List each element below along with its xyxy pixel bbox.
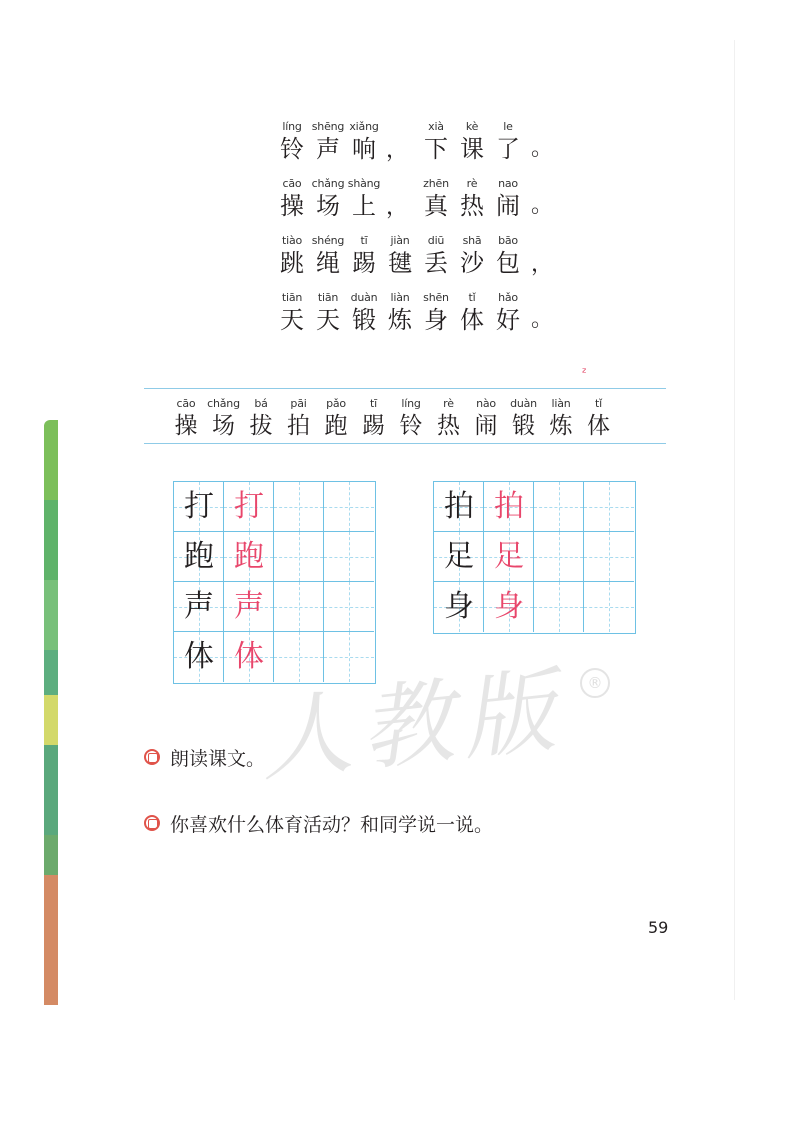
writing-cell bbox=[224, 632, 274, 682]
writing-cell bbox=[484, 532, 534, 582]
writing-cell bbox=[174, 632, 224, 682]
writing-cell[interactable] bbox=[584, 532, 634, 582]
trace-character: 体 bbox=[234, 639, 264, 674]
pinyin: liàn bbox=[390, 291, 410, 304]
hanzi: 声 bbox=[316, 135, 340, 163]
hanzi: 场 bbox=[316, 192, 340, 220]
hanzi: 真 bbox=[424, 192, 448, 220]
hanzi: 绳 bbox=[316, 249, 340, 277]
hanzi: 好 bbox=[496, 306, 520, 334]
model-character: 跑 bbox=[184, 539, 214, 574]
model-character: 声 bbox=[184, 589, 214, 624]
vocab-top-rule bbox=[144, 388, 666, 389]
writing-cell bbox=[174, 582, 224, 632]
pinyin: duàn bbox=[350, 291, 378, 304]
punctuation: ， bbox=[531, 252, 554, 277]
vocab-word bbox=[318, 397, 354, 441]
hanzi: 课 bbox=[460, 135, 484, 163]
hanzi: 丢 bbox=[424, 249, 448, 277]
pinyin: xià bbox=[428, 120, 444, 133]
poem-syllable bbox=[454, 120, 490, 164]
poem-syllable bbox=[346, 177, 382, 221]
vocab-pinyin: chǎng bbox=[207, 397, 240, 410]
vocab-word bbox=[356, 397, 392, 441]
vocab-pinyin: cāo bbox=[176, 397, 196, 410]
pinyin: hǎo bbox=[498, 291, 518, 304]
writing-cell[interactable] bbox=[324, 582, 374, 632]
decorative-side-strip bbox=[44, 420, 58, 1005]
vocab-word bbox=[581, 397, 617, 441]
writing-cell bbox=[174, 532, 224, 582]
pinyin: tiān bbox=[317, 291, 339, 304]
poem-syllable bbox=[274, 234, 310, 278]
vocab-word bbox=[168, 397, 204, 441]
poem-syllable bbox=[418, 291, 454, 335]
seal-icon bbox=[144, 749, 160, 765]
writing-cell[interactable] bbox=[274, 532, 324, 582]
writing-cell bbox=[224, 532, 274, 582]
model-character: 体 bbox=[184, 639, 214, 674]
vocab-hanzi: 锻 bbox=[512, 413, 535, 439]
vocab-word bbox=[543, 397, 579, 441]
writing-grid-right bbox=[433, 481, 636, 634]
vocab-word bbox=[281, 397, 317, 441]
pinyin: tǐ bbox=[468, 291, 476, 304]
page-number: 59 bbox=[648, 918, 669, 937]
pinyin: chǎng bbox=[311, 177, 345, 190]
vocab-word bbox=[468, 397, 504, 441]
writing-cell bbox=[434, 482, 484, 532]
writing-cell bbox=[174, 482, 224, 532]
vocab-word bbox=[206, 397, 242, 441]
vocab-pinyin: tǐ bbox=[595, 397, 602, 410]
pinyin: líng bbox=[282, 120, 302, 133]
hanzi: 毽 bbox=[388, 249, 412, 277]
writing-cell[interactable] bbox=[324, 532, 374, 582]
poem-syllable bbox=[346, 291, 382, 335]
pinyin: bāo bbox=[498, 234, 518, 247]
writing-cell[interactable] bbox=[584, 582, 634, 632]
pinyin: tiào bbox=[281, 234, 303, 247]
vocab-hanzi: 闹 bbox=[474, 413, 498, 439]
vocab-pinyin: líng bbox=[401, 397, 421, 410]
vocab-pinyin: pǎo bbox=[326, 397, 346, 410]
hanzi: 闹 bbox=[496, 192, 520, 220]
punctuation: ， bbox=[386, 195, 409, 220]
model-character: 打 bbox=[184, 489, 214, 524]
writing-cell bbox=[484, 582, 534, 632]
writing-cell[interactable] bbox=[274, 482, 324, 532]
trace-character: 足 bbox=[494, 539, 524, 574]
pinyin: zhēn bbox=[423, 177, 449, 190]
pinyin: nao bbox=[498, 177, 518, 190]
poem-syllable bbox=[274, 120, 310, 164]
pinyin: rè bbox=[466, 177, 478, 190]
pinyin: shā bbox=[462, 234, 482, 247]
hanzi: 炼 bbox=[388, 306, 412, 334]
poem-syllable bbox=[418, 177, 454, 221]
vocab-pinyin: nào bbox=[476, 397, 496, 410]
hanzi: 热 bbox=[460, 192, 484, 220]
task-text: 你喜欢什么体育活动？和同学说一说。 bbox=[170, 813, 494, 836]
task-text: 朗读课文。 bbox=[170, 747, 266, 770]
vocab-word bbox=[243, 397, 279, 441]
writing-cell[interactable] bbox=[584, 482, 634, 532]
poem-syllable bbox=[274, 291, 310, 335]
vocab-hanzi: 拔 bbox=[249, 413, 273, 439]
writing-cell[interactable] bbox=[534, 482, 584, 532]
hanzi: 下 bbox=[424, 135, 448, 163]
vocab-word bbox=[506, 397, 542, 441]
punctuation: 。 bbox=[531, 307, 554, 332]
model-character: 足 bbox=[444, 539, 474, 574]
watermark: 人教版 bbox=[254, 656, 570, 795]
writing-cell[interactable] bbox=[324, 482, 374, 532]
poem-syllable bbox=[346, 120, 382, 164]
vocab-pinyin: bá bbox=[254, 397, 268, 410]
writing-cell bbox=[434, 532, 484, 582]
task-item bbox=[144, 811, 493, 835]
pinyin: tiān bbox=[281, 291, 303, 304]
poem-syllable bbox=[418, 234, 454, 278]
trace-character: 身 bbox=[494, 589, 524, 624]
writing-cell bbox=[434, 582, 484, 632]
poem-syllable bbox=[310, 120, 346, 164]
vocab-word bbox=[431, 397, 467, 441]
hanzi: 响 bbox=[352, 135, 376, 163]
punctuation: 。 bbox=[531, 193, 554, 218]
writing-cell[interactable] bbox=[534, 532, 584, 582]
hanzi: 铃 bbox=[280, 135, 304, 163]
pinyin: diū bbox=[427, 234, 445, 247]
vocab-word bbox=[393, 397, 429, 441]
pinyin: shēng bbox=[311, 120, 345, 133]
poem-syllable bbox=[490, 234, 526, 278]
poem-syllable bbox=[490, 120, 526, 164]
writing-cell[interactable] bbox=[274, 582, 324, 632]
trace-character: 声 bbox=[234, 589, 264, 624]
vocab-hanzi: 场 bbox=[212, 413, 235, 439]
poem-syllable bbox=[490, 291, 526, 335]
vocab-bottom-rule bbox=[144, 443, 666, 444]
task-item bbox=[144, 745, 265, 769]
hanzi: 体 bbox=[460, 306, 484, 334]
writing-grid-left bbox=[173, 481, 376, 684]
pinyin: kè bbox=[465, 120, 479, 133]
poem-syllable bbox=[310, 177, 346, 221]
watermark-registered-mark: ® bbox=[580, 668, 610, 698]
vocab-pinyin: duàn bbox=[510, 397, 537, 410]
poem-syllable bbox=[310, 234, 346, 278]
vocab-hanzi: 操 bbox=[174, 413, 198, 439]
pinyin: xiǎng bbox=[349, 120, 379, 133]
hanzi: 上 bbox=[352, 192, 376, 220]
hanzi: 沙 bbox=[460, 249, 484, 277]
hanzi: 天 bbox=[280, 306, 304, 334]
trace-character: 打 bbox=[234, 489, 264, 524]
poem-syllable bbox=[454, 177, 490, 221]
poem-syllable bbox=[454, 291, 490, 335]
hanzi: 了 bbox=[496, 135, 520, 163]
model-character: 拍 bbox=[444, 489, 474, 524]
hanzi: 跳 bbox=[280, 249, 304, 277]
model-character: 身 bbox=[444, 589, 474, 624]
writing-cell bbox=[224, 582, 274, 632]
hanzi: 操 bbox=[280, 192, 304, 220]
pinyin: shéng bbox=[311, 234, 345, 247]
poem-syllable bbox=[274, 177, 310, 221]
poem-syllable bbox=[382, 234, 418, 278]
poem-syllable bbox=[310, 291, 346, 335]
hanzi: 身 bbox=[424, 306, 448, 334]
pinyin: shàng bbox=[347, 177, 381, 190]
writing-cell bbox=[484, 482, 534, 532]
poem-line bbox=[274, 177, 574, 237]
vocab-mark: ᶻ bbox=[582, 366, 587, 381]
poem-line bbox=[274, 291, 574, 351]
vocab-hanzi: 拍 bbox=[287, 413, 310, 439]
poem-line bbox=[274, 120, 574, 180]
vocab-pinyin: rè bbox=[443, 397, 454, 410]
poem-line bbox=[274, 234, 574, 294]
page-edge bbox=[734, 40, 735, 1000]
vocab-pinyin: pāi bbox=[290, 397, 307, 410]
hanzi: 锻 bbox=[352, 306, 376, 334]
poem-syllable bbox=[382, 291, 418, 335]
pinyin: jiàn bbox=[390, 234, 410, 247]
poem-syllable bbox=[418, 120, 454, 164]
hanzi: 踢 bbox=[352, 249, 376, 277]
vocab-hanzi: 炼 bbox=[549, 413, 573, 439]
vocab-pinyin: tī bbox=[370, 397, 377, 410]
pinyin: tī bbox=[360, 234, 368, 247]
vocab-hanzi: 体 bbox=[587, 413, 610, 439]
hanzi: 天 bbox=[316, 306, 340, 334]
vocab-hanzi: 踢 bbox=[362, 413, 385, 439]
poem-syllable bbox=[346, 234, 382, 278]
trace-character: 拍 bbox=[494, 489, 524, 524]
pinyin: shēn bbox=[423, 291, 449, 304]
punctuation: ， bbox=[386, 138, 409, 163]
trace-character: 跑 bbox=[234, 539, 264, 574]
seal-icon bbox=[144, 815, 160, 831]
writing-cell[interactable] bbox=[534, 582, 584, 632]
vocab-hanzi: 热 bbox=[437, 413, 460, 439]
writing-cell bbox=[224, 482, 274, 532]
hanzi: 包 bbox=[496, 249, 520, 277]
vocab-hanzi: 铃 bbox=[399, 413, 423, 439]
vocab-hanzi: 跑 bbox=[324, 413, 348, 439]
pinyin: le bbox=[503, 120, 513, 133]
pinyin: cāo bbox=[282, 177, 302, 190]
vocab-pinyin: liàn bbox=[551, 397, 571, 410]
poem-syllable bbox=[490, 177, 526, 221]
poem-syllable bbox=[454, 234, 490, 278]
punctuation: 。 bbox=[531, 136, 554, 161]
